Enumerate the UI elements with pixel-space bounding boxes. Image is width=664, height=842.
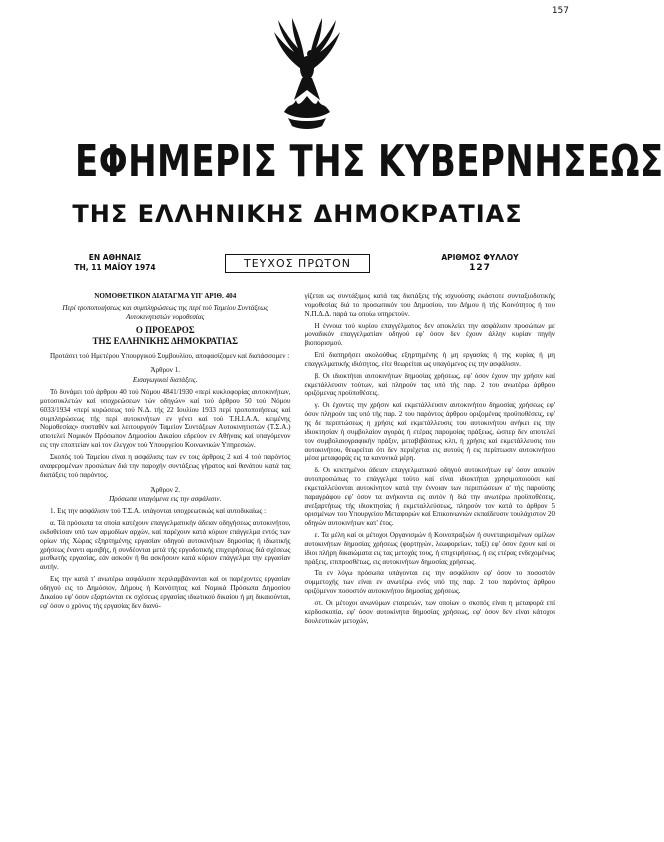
masthead-info-bar <box>60 245 535 281</box>
gazette-subtitle: ΤΗΣ ΕΛΛΗΝΙΚΗΣ ΔΗΜΟΚΡΑΤΙΑΣ <box>72 200 523 228</box>
decree-title: ΝΟΜΟΘΕΤΙΚΟΝ ΔΙΑΤΑΓΜΑ ΥΠ' ΑΡΙΘ. 404 <box>94 292 237 300</box>
sheet-label: ΑΡΙΘΜΟΣ ΦΥΛΛΟΥ <box>441 253 519 262</box>
right-paragraph-9: στ. Οι μέτοχοι ανωνύμων εταιρειών, των οποίων ο σκοπός είναι η μεταφορά επί κερδοσκοπία, εφ' όσον αυτοκίνητα δημοσίας χρήσεως, εφ' όσον δεν είναι κάτοχοι δουλευτικών μετοχών, <box>304 599 555 625</box>
article-1-paragraph-2: Σκοπός τού Ταμείου είναι η ασφάλισις των εν τοις άρθροις 2 καί 4 τού παρόντος αναφερομένων προσώπων διά την παροχήν συντάξεως γήρατος καί θανάτου κατά τας διατάξεις τού παρόντος. <box>40 452 291 479</box>
right-paragraph-7: ε. Τα μέλη καί οι μέτοχοι Οργανισμών ή Κοινοπραξιών ή συνεταιρισμένων ομίλων αυτοκινήτων δημοσίας χρήσεως (φορτηγών, λεωφορείων, ταξί) εφ' όσον έχουν καί οι ίδιοι πλήρη δικαιώματα εις τας μετοχάς τους, ή επιχειρήσεως, ή εις ετέρας ενδεχομένως πράξεις, επιπροσθέτως, εις αυτοκινήτων δημοσίας χρήσεως. <box>304 531 555 566</box>
page-number: 157 <box>551 6 569 16</box>
place-date-block <box>60 253 170 273</box>
intro-paragraph: Προτάσει τού Ημετέρου Υπουργικού Συμβουλίου, αποφασίζομεν καί διατάσσομεν : <box>50 351 290 360</box>
right-paragraph-6: δ. Οι κεκτημένοι άδειαν επαγγελματικού οδηγού αυτοκινήτων εφ' όσον ασκούν αυτοπροσώπως το επάγγελμα τούτο καί είναι ιδιοκτήται χρησιμοποιούσι καί εκμεταλλεύονται αυτοκίνητον κατά την έννοιαν των περιπτώσεων α' τής παρούσης παραγράφου εφ' όσον τα ανήκοντα εις αυτόν ή διά την ανωτέρω προϋποθέσεις, ανεξαρτήτως τής ιδιοκτησίας ή εκμεταλλεύσεως, πληρούν τον κατά το άρθρον 5 ορισμένων του Υπουργείου Μεταφορών καί Επικοινωνιών εκπαίδευσιν τουλάχιστον 20 οδηγών αυτοκινήτων κατ' έτος. <box>304 466 555 528</box>
article-2-paragraph-3: Εις την κατά τ' ανωτέρω ασφάλισιν περιλαμβάνονται καί οι παρέχοντες εργασίαν οδηγού εις το Δημόσιον, Δήμους ή Κοινότητας καί Νομικά Πρόσωπα Δημοσίου Δικαίου εφ' όσον εξαρτώνται εκ σχέσεως εργασίας ιδιωτικού δικαίου ή μη δικαιούνται, εφ' όσον ο χρόνος τής εργασίας δεν διανύ- <box>40 575 291 610</box>
president-heading: Ο ΠΡΟΕΔΡΟΣ <box>135 324 195 335</box>
article-2-label: Άρθρον 2. <box>150 485 180 494</box>
gazette-title: ΕΦΗΜΕΡΙΣ ΤΗΣ ΚΥΒΕΡΝΗΣΕΩΣ <box>75 136 664 187</box>
sheet-number-block <box>425 253 535 273</box>
right-paragraph-8: Τα εν λόγω πρόσωπα υπάγονται εις την ασφάλισιν εφ' όσον το ποσοστόν συμμετοχής των είναι εν ανωτέρω ενός υπό της παρ. 2 του παρόντος άρθρου οριζόμενον ποσοστόν αυτοκινήτου δημοσίας χρήσεως. <box>304 569 555 596</box>
article-1-paragraph-1: Τό δυνάμει τού άρθρου 40 τού Νόμου 4841/1930 «περί κυκλοφορίας αυτοκινήτων, μοτοσυκλετών καί υποχρεώσεων τών οδηγών» καί τού άρθρου 50 τού Νόμου 6033/1934 «περί κυρώσεως τού Ν.Δ. τής 22 Ιουλίου 1933 περί τροποποιήσεως καί συμπληρώσεως τής περί αυτοκινήτων εν γένει καί τού Τ.Η.Ι.Α.Α. κειμένης Νομοθεσίας» συσταθέν καί λειτουργούν Ταμείον Συντάξεων Αυτοκινητιστών (Τ.Σ.Α.) αποτελεί Νομικόν Πρόσωπον Δημοσίου Δικαίου εδρεύον εν Αθήναις καί υπαγόμενον εις την εποπτείαν καί τον έλεγχον τού Υπουργείου Κοινωνικών Υπηρεσιών. <box>40 388 291 450</box>
republic-heading: ΤΗΣ ΕΛΛΗΝΙΚΗΣ ΔΗΜΟΚΡΑΤΙΑΣ <box>92 335 238 346</box>
right-paragraph-3: Επί διατηρήσει ακολούθως εξηρτημένης ή μη εργασίας ή της κυρίας ή μη επαγγελματικής ιδιότητος, είτε θεωρείται ως υπαγόμενος εις την ασφάλισιν. <box>304 351 555 368</box>
phoenix-emblem-icon <box>262 12 352 136</box>
sheet-number: 127 <box>469 263 491 273</box>
right-paragraph-2: Η έννοια τού κυρίου επαγγέλματος δεν αποκλείει την ασφάλισιν προσώπων με μοναδικόν επαγγελματίαν οδηγού εφ' όσον δεν έχουν άλλην κυρίαν πηγήν βιοπορισμού. <box>304 321 555 348</box>
right-column <box>305 292 556 818</box>
article-1-title: Εισαγωγικαί διατάξεις. <box>132 376 198 385</box>
article-2-paragraph-1: 1. Εις την ασφάλισιν τού Τ.Σ.Α. υπάγονται υποχρεωτικώς καί αυτοδικαίως : <box>50 507 267 516</box>
decree-subject: Περί τροποποιήσεως και συμπληρώσεως της περί τού Ταμείου Συντάξεως Αυτοκινητιστών νομοθεσίας <box>62 303 269 321</box>
left-column <box>40 292 291 818</box>
article-1-label: Άρθρον 1. <box>150 366 180 375</box>
place-label: ΕΝ ΑΘΗΝΑΙΣ <box>88 253 142 262</box>
issue-box: ΤΕΥΧΟΣ ΠΡΩΤΟΝ <box>225 254 370 273</box>
right-paragraph-5: γ. Οι έχοντες την χρήσιν καί εκμετάλλευσιν αυτοκινήτου δημοσίας χρήσεως εφ' όσον πληρούν τας υπό τής παρ. 2 του παρόντος άρθρου οριζομένας προϋποθέσεις, εφ' ης δε περιπτώσεως η χρήσις καί εκμετάλλευσις του αυτοκινήτου ανήκει εις την ιδιοκτησίαν ή συμβολαίον αγοράς ή ετέρας παρομοίας πράξεως, ώσπερ δεν αποτελεί τον συμβολαιογραφικήν πράξιν, μεταβιβάσεως κλπ, ή χρήσις καί εκμετάλλευσις του αυτοκινήτου, θεωρείται ότι δεν περιέχεται εις αυτούς ή εις περίπτωσιν αυτοκινήτου μέσα μεταφοράς εις τα κανονικά μέρη. <box>304 401 555 463</box>
right-paragraph-4: β. Οι ιδιοκτήται αυτοκινήτων δημοσίας χρήσεως, εφ' όσον έχουν την χρήσιν καί εκμετάλλευσιν τούτων, καί πληρούν τας υπό τής παρ. 2 του ανωτέρω άρθρου οριζόμενας προϋποθέσεις. <box>304 371 555 398</box>
article-2-paragraph-2: α. Τά πρόσωπα τα οποία κατέχουν επαγγελματικήν άδειαν οδηγήσεως αυτοκινήτου, εκδοθείσαν υπό των αρμοδίων αρχών, καί παρέχουν κατά κύριον επάγγελμα εντός των ορίων τής Χώρας εξηρτημένης εργασίαν οδηγού αυτοκινήτων δημοσίας ή ιδιωτικής χρήσεως έναντι αμοιβής, ή συνδέονται μετά τής εργοδοτικής επιχειρήσεως διά σχέσεως μισθωτής εργασίας, εάν ασκούν ή θα ασκήσουν κατά κύριον επάγγελμα την εργασίαν αυτήν. <box>40 519 291 572</box>
text-columns <box>40 292 555 818</box>
right-paragraph-1: γίζεται ως συντάξιμος κατά τας διατάξεις τής ισχυούσης εκάστοτε συνταξιοδοτικής νομοθεσίας διά το προσωπικόν του Δημοσίου, του Δήμου ή τής Κοινότητος ή του Ν.Π.Δ.Δ. παρά τω οποίω υπηρετούν. <box>304 292 555 318</box>
article-2-title: Πρόσωπα υπαγόμενα εις την ασφάλισιν. <box>109 495 222 504</box>
issue-date: ΤΗ, 11 ΜΑΪΟΥ 1974 <box>74 263 156 272</box>
